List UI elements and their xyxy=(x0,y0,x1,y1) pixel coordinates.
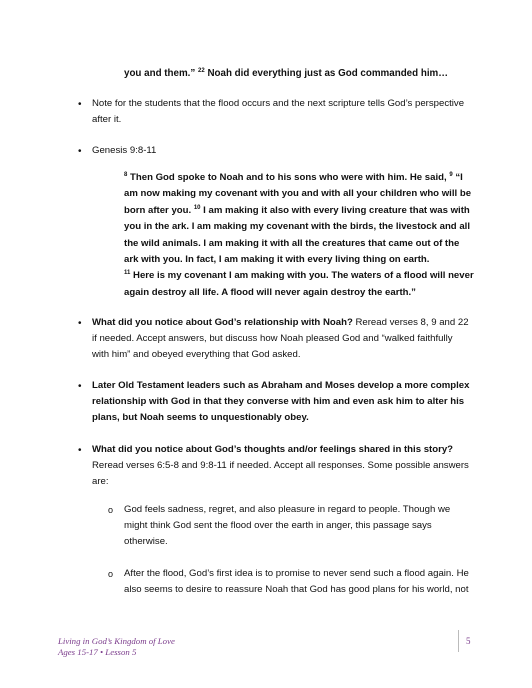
question-guidance: Reread verses 6:5-8 and 9:8-11 if needed. Accept all responses. Some possible answers are: xyxy=(92,460,469,487)
bullet-marker xyxy=(78,381,85,388)
question-text: What did you notice about God’s relationship with Noah? xyxy=(92,317,353,328)
footer-curriculum: Living in God’s Kingdom of Love xyxy=(58,636,175,646)
verse-number: 11 xyxy=(124,270,131,277)
verse-number: 10 xyxy=(193,204,201,211)
quote-text: Here is my covenant I am making with you. The waters of a flood will never again destroy all life. A flood will never again destroy the earth.” xyxy=(124,270,474,298)
footer-title xyxy=(58,636,175,658)
page-number: 5 xyxy=(466,636,471,646)
quote-text: you and them.” xyxy=(124,68,199,79)
continued-scripture-quote xyxy=(124,66,484,82)
scripture-reference: Genesis 9:8-11 xyxy=(92,145,157,156)
quote-text: Then God spoke to Noah and to his sons who were with him. He said, xyxy=(127,172,450,183)
sub-bullet-marker xyxy=(108,569,113,579)
note-paragraph: Note for the students that the flood occurs and the next scripture tells God’s perspective after it. xyxy=(92,98,465,125)
verse-number: 22 xyxy=(198,68,205,74)
footer-divider xyxy=(458,630,459,652)
question-guidance: Reread verses 8, 9 and 22 if needed. Accept answers, but discuss how Noah pleased God and “walked faithfully with him” and obeyed everything that God asked. xyxy=(92,317,469,360)
bullet-marker xyxy=(78,99,85,106)
quote-text: Noah did everything just as God commanded him… xyxy=(204,68,449,79)
teacher-note: Later Old Testament leaders such as Abraham and Moses develop a more complex relationship with God in that they converse with him and even ask him to alter his plans, but Noah seems to unquestionably obey. xyxy=(92,380,470,423)
verse-number: 8 xyxy=(124,172,128,178)
quote-text: “I am now making my covenant with you and with all your children who will be born after you. xyxy=(124,172,472,216)
discussion-question xyxy=(92,442,470,490)
bullet-marker xyxy=(78,146,85,153)
bullet-marker xyxy=(78,445,85,452)
bullet-marker xyxy=(78,318,85,325)
verse-number: 9 xyxy=(449,172,453,178)
footer-lesson: Ages 15-17 • Lesson 5 xyxy=(58,647,137,657)
question-text: What did you notice about God’s thoughts and/or feelings shared in this story? xyxy=(92,444,454,455)
scripture-quote-block xyxy=(124,170,476,301)
discussion-question xyxy=(92,315,470,363)
possible-answer: After the flood, God’s first idea is to promise to never send such a flood again. He also seems to desire to reassure Noah that God has good plans for his world, not xyxy=(124,568,469,595)
possible-answer: God feels sadness, regret, and also pleasure in regard to people. Though we might think God sent the flood over the earth in anger, this passage says otherwise. xyxy=(124,504,451,547)
quote-text: I am making it also with every living creature that was with you in the ark. I am making my covenant with the birds, the livestock and all the wild animals. I am making it with all the creatures that came out of the ark with you. In fact, I am making it with every living thing on earth. xyxy=(124,204,470,266)
sub-bullet-marker xyxy=(108,505,113,515)
